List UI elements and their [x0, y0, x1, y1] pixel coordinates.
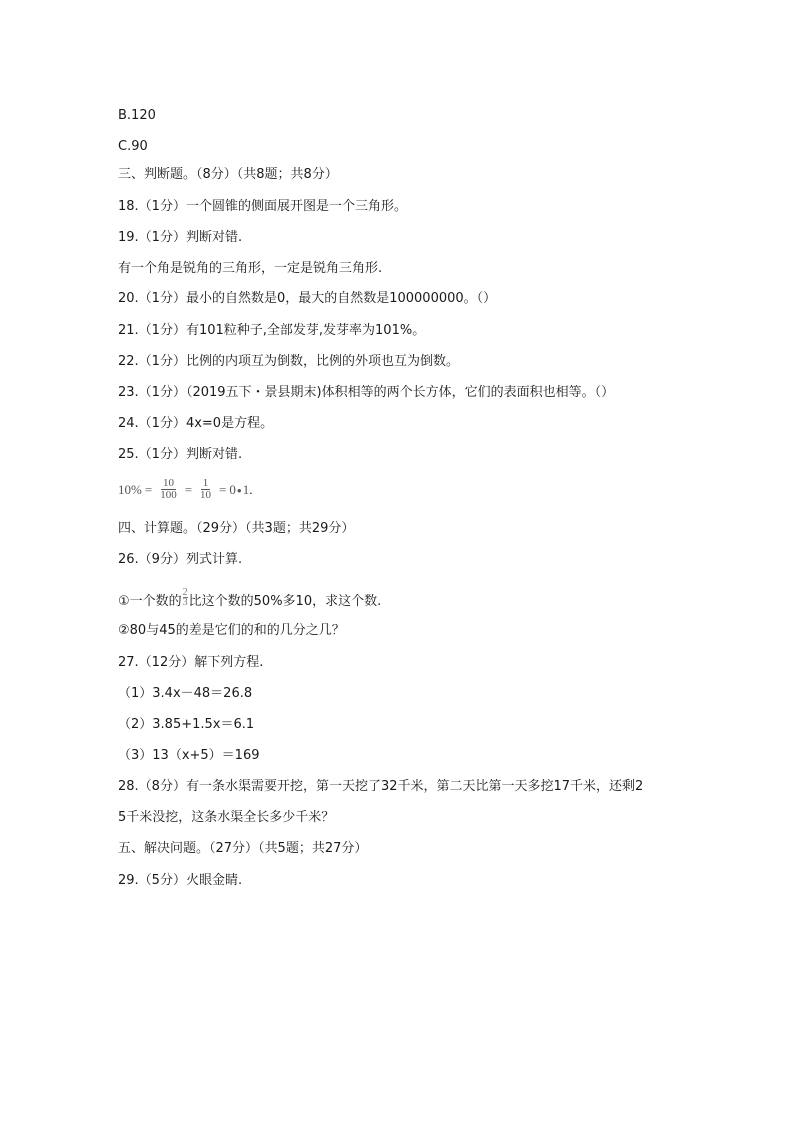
- formula-period: .: [249, 481, 253, 497]
- section-4-title: 四、计算题。（29分）（共3题；共29分）: [118, 521, 355, 536]
- fraction-2-denominator: 10: [200, 489, 212, 501]
- option-c: C.90: [118, 139, 148, 154]
- fraction-1-numerator: 10: [162, 477, 174, 489]
- section-5-title: 五、解决问题。（27分）（共5题；共27分）: [118, 841, 368, 856]
- question-19-statement: 有一个角是锐角的三角形，一定是锐角三角形.: [118, 261, 383, 276]
- option-b: B.120: [118, 108, 156, 123]
- question-22: 22.（1分）比例的内项互为倒数，比例的外项也互为倒数。: [118, 354, 459, 369]
- formula-equals: =: [144, 481, 153, 497]
- formula-equals-2: =: [184, 481, 193, 497]
- equation-3: （3）13（x+5）＝169: [118, 748, 260, 763]
- part-1-fraction-numerator: 2: [182, 587, 188, 598]
- question-23: 23.（1分）（2019五下・景县期末)体积相等的两个长方体，它们的表面积也相等。（）: [118, 385, 615, 400]
- formula-fraction-2: [198, 478, 213, 501]
- question-27: 27.（12分）解下列方程.: [118, 655, 264, 670]
- question-19: 19.（1分）判断对错.: [118, 230, 243, 245]
- question-28-continued: 5千米没挖，这条水渠全长多少千米？: [118, 810, 335, 825]
- question-24: 24.（1分）4x=0是方程。: [118, 416, 274, 431]
- question-26: 26.（9分）列式计算.: [118, 552, 243, 567]
- part-1-prefix: ①一个数的: [118, 594, 182, 609]
- question-25: 25.（1分）判断对错.: [118, 447, 243, 462]
- formula-rhs-decimal: 1: [242, 481, 250, 497]
- formula-fraction-1: [158, 478, 179, 501]
- question-29: 29.（5分）火眼金睛.: [118, 873, 243, 888]
- question-26-part-1: [118, 587, 382, 611]
- fraction-1-denominator: 100: [160, 489, 177, 501]
- equation-1: （1）3.4x－48＝26.8: [118, 686, 253, 701]
- part-1-suffix: 比这个数的50%多10，求这个数.: [188, 594, 382, 609]
- question-18: 18.（1分）一个圆锥的侧面展开图是一个三角形。: [118, 199, 407, 214]
- question-26-part-2: ②80与45的差是它们的和的几分之几？: [118, 623, 345, 638]
- formula-equals-3: =: [219, 481, 227, 497]
- question-28: 28.（8分）有一条水渠需要开挖，第一天挖了32千米，第二天比第一天多挖17千米，还剩2: [118, 779, 644, 794]
- part-1-fraction-denominator: 3: [182, 597, 188, 608]
- question-25-formula: [118, 478, 252, 501]
- formula-decimal-dot: ●: [236, 486, 242, 495]
- section-3-title: 三、判断题。（8分）（共8题；共8分）: [118, 167, 338, 182]
- question-21: 21.（1分）有101粒种子,全部发芽,发芽率为101%。: [118, 323, 426, 338]
- fraction-2-numerator: 1: [202, 477, 209, 489]
- part-1-fraction: [183, 588, 188, 607]
- formula-rhs-integer: 0: [229, 481, 236, 497]
- question-20: 20.（1分）最小的自然数是0，最大的自然数是100000000。（）: [118, 291, 497, 306]
- formula-lhs: 10%: [118, 481, 142, 497]
- equation-2: （2）3.85+1.5x＝6.1: [118, 717, 255, 732]
